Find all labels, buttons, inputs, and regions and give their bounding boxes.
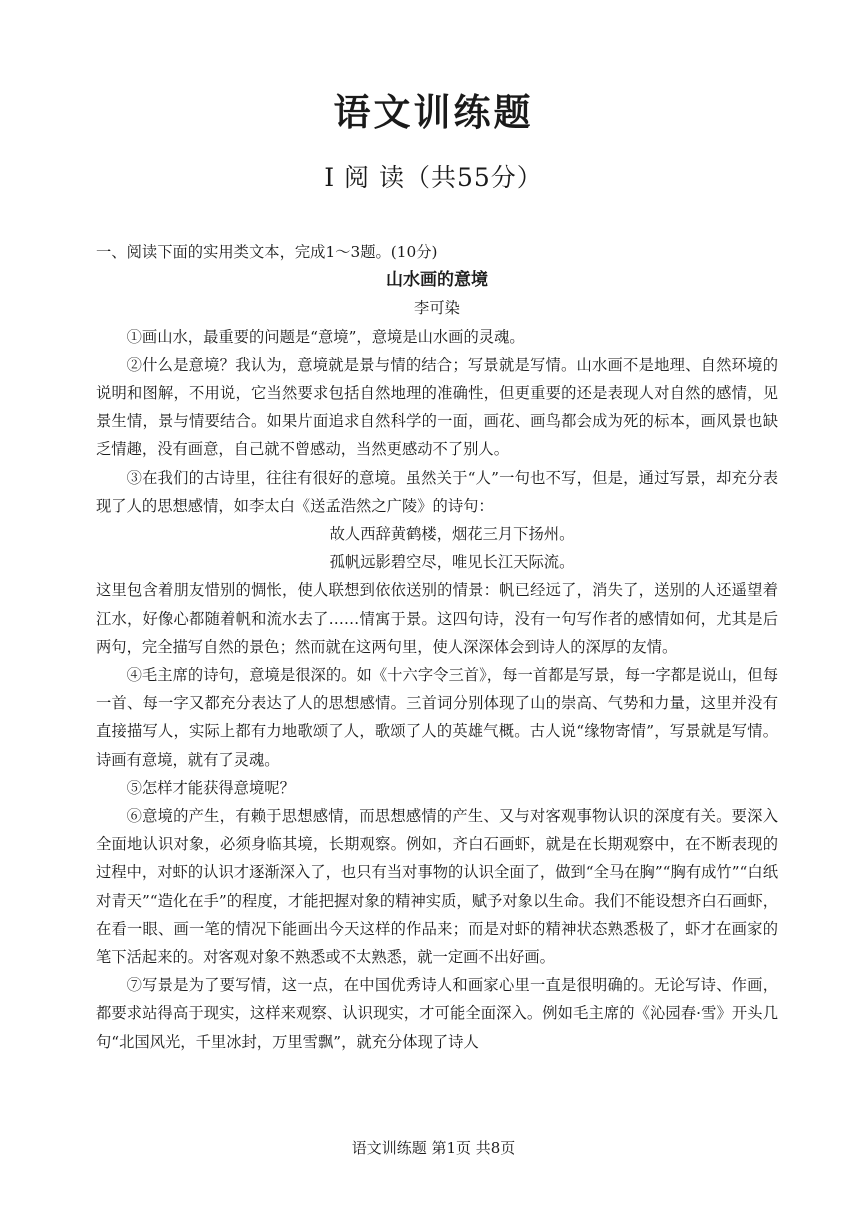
paragraph-1: ①画山水，最重要的问题是“意境”，意境是山水画的灵魂。 xyxy=(126,327,525,346)
reading-content xyxy=(96,238,778,1056)
poem-line-1: 故人西辞黄鹤楼，烟花三月下扬州。 xyxy=(329,525,575,544)
paragraph-3: ③在我们的古诗里，往往有很好的意境。虽然关于“人”一句也不写，但是，通过写景，却充分表现了人的思想感情，如李太白《送孟浩然之广陵》的诗句： xyxy=(96,468,778,515)
section-heading: Ⅰ 阅 读（共55分） xyxy=(324,163,543,192)
paragraph-4: ④毛主席的诗句，意境是很深的。如《十六字令三首》，每一首都是写景，每一字都是说山，但每一首、每一字又都充分表达了人的思想感情。三首词分别体现了山的崇高、气势和力量，这里并没有直接描写人，实际上都有力地歌颂了人，歌颂了人的英雄气概。古人说“缘物寄情”，写景就是写情。诗画有意境，就有了灵魂。 xyxy=(96,666,778,769)
article-author: 李可染 xyxy=(414,299,460,318)
paragraph-3-continuation: 这里包含着朋友惜别的惆怅，使人联想到依依送别的情景：帆已经远了，消失了，送别的人还遥望着江水，好像心都随着帆和流水去了……情寓于景。这四句诗，没有一句写作者的感情如何，尤其是后两句，完全描写自然的景色；然而就在这两句里，使人深深体会到诗人的深厚的友情。 xyxy=(96,581,778,656)
paragraph-7: ⑦写景是为了要写情，这一点，在中国优秀诗人和画家心里一直是很明确的。无论写诗、作画，都要求站得高于现实，这样来观察、认识现实，才可能全面深入。例如毛主席的《沁园春·雪》开头几句“北国风光，千里冰封，万里雪飘”，就充分体现了诗人 xyxy=(96,976,778,1051)
question-heading: 一、阅读下面的实用类文本，完成1～3题。(10分) xyxy=(96,243,438,261)
paragraph-5: ⑤怎样才能获得意境呢？ xyxy=(126,778,295,797)
poem-line-2: 孤帆远影碧空尽，唯见长江天际流。 xyxy=(329,553,575,572)
article-title: 山水画的意境 xyxy=(386,270,488,291)
paragraph-2: ②什么是意境？我认为，意境就是景与情的结合；写景就是写情。山水画不是地理、自然环境的说明和图解，不用说，它当然要求包括自然地理的准确性，但更重要的还是表现人对自然的感情，见景生情，景与情要结合。如果片面追求自然科学的一面，画花、画鸟都会成为死的标本，画风景也缺乏情趣，没有画意，自己就不曾感动，当然更感动不了别人。 xyxy=(96,355,778,459)
paragraph-6: ⑥意境的产生，有赖于思想感情，而思想感情的产生、又与对客观事物认识的深度有关。要深入全面地认识对象，必须身临其境，长期观察。例如，齐白石画虾，就是在长期观察中，在不断表现的过程中，对虾的认识才逐渐深入了，也只有当对事物的认识全面了，做到“全马在胸”“胸有成竹”“白纸对青天”“造化在手”的程度，才能把握对象的精神实质，赋予对象以生命。我们不能设想齐白石画虾，在看一眼、画一笔的情况下能画出今天这样的作品来；而是对虾的精神状态熟悉极了，虾才在画家的笔下活起来的。对客观对象不熟悉或不太熟悉，就一定画不出好画。 xyxy=(96,807,778,967)
page-title: 语文训练题 xyxy=(333,90,534,134)
page-footer: 语文训练题 第1页 共8页 xyxy=(351,1139,516,1157)
